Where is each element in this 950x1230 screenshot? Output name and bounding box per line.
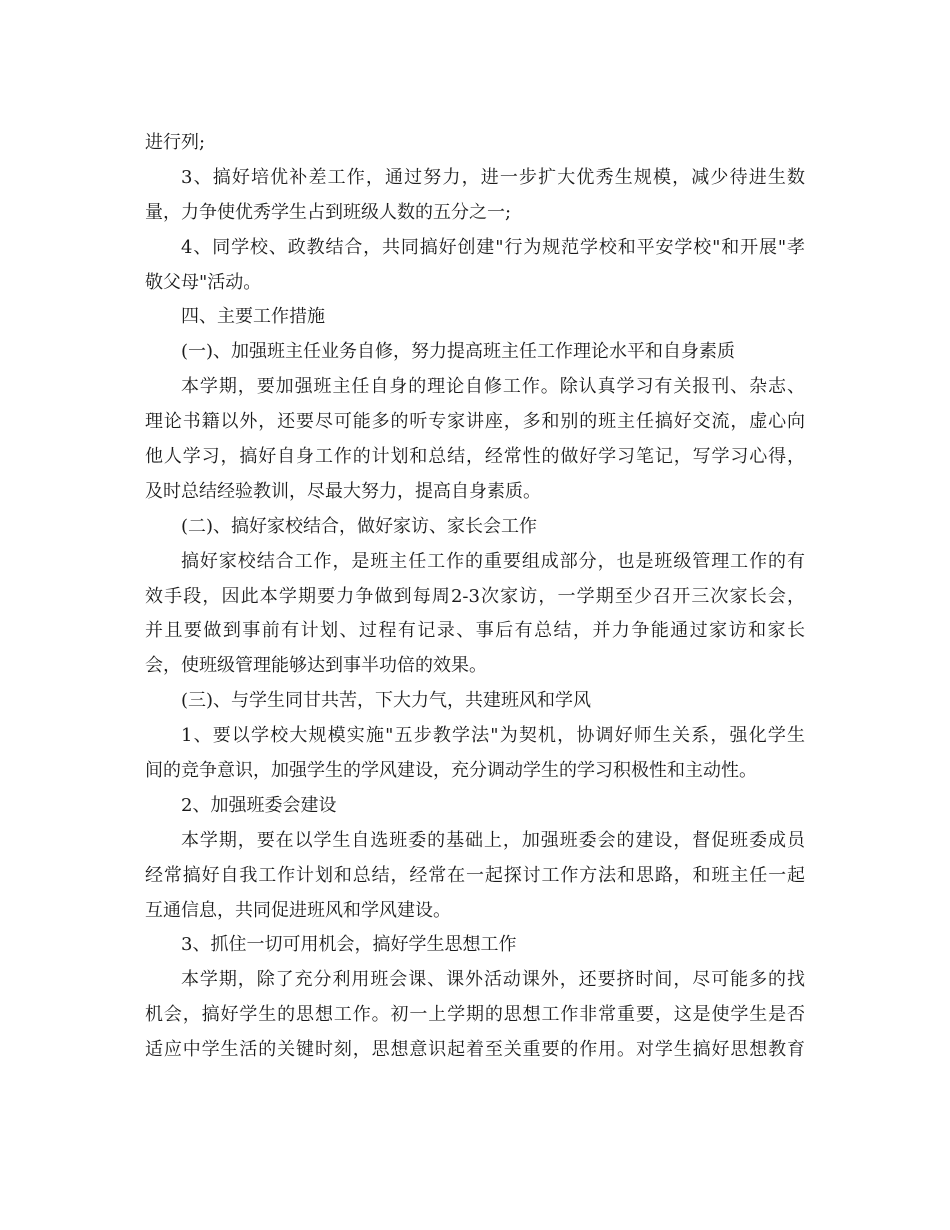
text-line: 1、要以学校大规模实施"五步教学法"为契机，协调好师生关系，强化学生 <box>181 725 805 747</box>
text-line: 适应中学生活的关键时刻，思想意识起着至关重要的作用。对学生搞好思想教育 <box>145 1039 805 1061</box>
text-line: 他人学习，搞好自身工作的计划和总结，经常性的做好学习笔记，写学习心得， <box>145 446 805 468</box>
text-line: 进行列; <box>145 132 206 153</box>
text-line: 本学期，要在以学生自选班委的基础上，加强班委会的建设，督促班委成员 <box>181 829 805 851</box>
text-line: 并且要做到事前有计划、过程有记录、事后有总结，并力争能通过家访和家长 <box>145 620 805 642</box>
text-line: 四、主要工作措施 <box>181 306 325 328</box>
text-line: 本学期，除了充分利用班会课、课外活动课外，还要挤时间，尽可能多的找 <box>181 969 805 991</box>
text-line: (二)、搞好家校结合，做好家访、家长会工作 <box>181 515 538 537</box>
text-line: 4、同学校、政教结合，共同搞好创建"行为规范学校和平安学校"和开展"孝 <box>181 236 805 258</box>
text-line: 3、抓住一切可用机会，搞好学生思想工作 <box>181 934 517 956</box>
text-line: 2、加强班委会建设 <box>181 794 337 816</box>
text-line: 敬父母"活动。 <box>145 271 262 293</box>
text-line: 互通信息，共同促进班风和学风建设。 <box>145 899 451 921</box>
text-line: 及时总结经验教训，尽最大努力，提高自身素质。 <box>145 480 541 502</box>
text-line: 会，使班级管理能够达到事半功倍的效果。 <box>145 655 487 677</box>
text-line: 效手段，因此本学期要力争做到每周2-3次家访，一学期至少召开三次家长会， <box>145 585 805 607</box>
text-line: 理论书籍以外，还要尽可能多的听专家讲座，多和别的班主任搞好交流，虚心向 <box>145 411 805 433</box>
text-line: 间的竞争意识，加强学生的学风建设，充分调动学生的学习积极性和主动性。 <box>145 760 757 782</box>
text-line: (一)、加强班主任业务自修，努力提高班主任工作理论水平和自身素质 <box>181 341 736 363</box>
text-line: 经常搞好自我工作计划和总结，经常在一起探讨工作方法和思路，和班主任一起 <box>145 864 805 886</box>
text-line: 本学期，要加强班主任自身的理论自修工作。除认真学习有关报刊、杂志、 <box>181 376 805 398</box>
text-line: 量，力争使优秀学生占到班级人数的五分之一; <box>145 201 512 223</box>
text-line: (三)、与学生同甘共苦，下大力气，共建班风和学风 <box>181 690 592 712</box>
document-body <box>145 126 805 1068</box>
text-line: 3、搞好培优补差工作，通过努力，进一步扩大优秀生规模，减少待进生数 <box>181 166 805 188</box>
text-line: 搞好家校结合工作，是班主任工作的重要组成部分，也是班级管理工作的有 <box>181 550 805 572</box>
text-line: 机会，搞好学生的思想工作。初一上学期的思想工作非常重要，这是使学生是否 <box>145 1004 805 1026</box>
